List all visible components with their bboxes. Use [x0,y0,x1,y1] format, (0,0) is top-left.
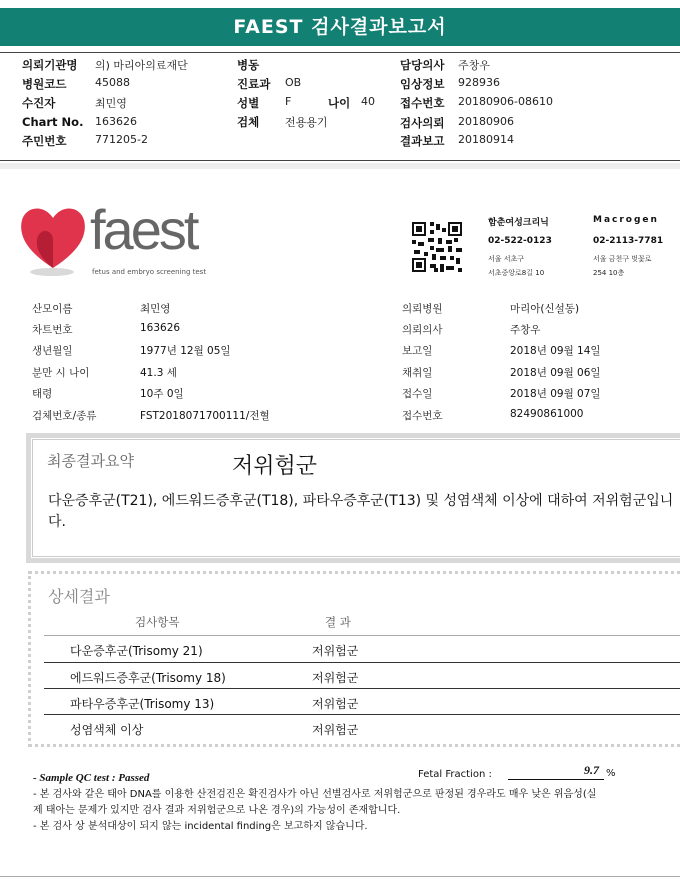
lab-phone: 02-522-0123 [488,236,552,246]
lab-address: 254 10층 [593,269,625,277]
ward-label: 병동 [237,58,260,72]
delivery-age-label: 분만 시 나이 [32,367,90,379]
chart-no-label: Chart No. [22,115,84,129]
summary-result: 저위험군 [232,454,318,479]
department-value: OB [285,76,302,89]
faest-heart-logo-icon [18,202,88,278]
delivery-age-value: 41.3 세 [140,367,177,379]
examinee-label: 수진자 [22,96,56,110]
receipt-no-value: 82490861000 [510,408,584,420]
doctor-label: 의뢰의사 [402,324,443,336]
test-request-label: 검사의뢰 [400,116,445,130]
collect-date-value: 2018년 09월 06일 [510,367,601,379]
fetal-fraction-value: 9.7 [584,763,599,777]
gestation-label: 태령 [32,388,53,400]
hospital-code-label: 병원코드 [22,77,67,91]
detail-label: 상세결과 [48,587,110,606]
specimen-label: 검체번호/종류 [32,410,97,422]
column-header-item: 검사항목 [135,615,180,629]
table-row-result: 저위험군 [312,644,359,658]
receipt-no-value: 20180906-08610 [458,95,553,108]
fetal-fraction-label: Fetal Fraction : [418,769,492,780]
birth-value: 1977년 12월 05일 [140,345,231,357]
mother-name-value: 최민영 [140,303,171,315]
faest-wordmark: faest [90,198,197,261]
resident-no-label: 주민번호 [22,134,67,148]
test-request-value: 20180906 [458,115,514,128]
sex-label: 성별 [237,96,260,110]
divider [0,52,680,53]
qc-status: - Sample QC test : Passed [33,772,150,784]
divider [0,160,680,161]
qr-code-icon [412,222,462,272]
report-date-label: 보고일 [402,345,433,357]
lab-address: 서울 금천구 벚꽃로 [593,255,652,263]
doctor-value: 주창우 [510,324,541,336]
table-row-item: 성염색체 이상 [70,723,144,737]
column-header-result: 결 과 [325,615,351,629]
table-row-result: 저위험군 [312,697,359,711]
divider [0,876,680,877]
specimen-value: 전용용기 [285,116,328,129]
specimen-label: 검체 [237,115,260,129]
specimen-value: FST2018071700111/전혈 [140,410,270,422]
chart-no-value: 163626 [95,115,137,128]
table-header-divider [44,635,680,636]
disclaimer-note: 제 태아는 문제가 있지만 검사 결과 저위험군으로 나온 경우)의 가능성이 존재합니다. [33,805,401,816]
lab-name: Macrogen [593,215,659,225]
hospital-label: 의뢰병원 [402,303,443,315]
table-row-divider [44,688,680,689]
disclaimer-note: - 본 검사와 같은 태아 DNA를 이용한 산전검진은 확진검사가 아닌 선별검사로 저위험군으로 판정된 경우라도 매우 낮은 위음성(실 [33,789,597,800]
table-row-item: 파타우증후군(Trisomy 13) [70,697,215,711]
hospital-code-value: 45088 [95,76,130,89]
chart-no-label: 차트번호 [32,324,73,336]
disclaimer-note: - 본 검사 상 분석대상이 되지 않는 incidental finding은 보고하지 않습니다. [33,821,368,832]
doctor-value: 주창우 [458,59,490,72]
receipt-date-label: 접수일 [402,388,433,400]
chart-no-value: 163626 [140,322,181,334]
table-row-result: 저위험군 [312,723,359,737]
receipt-date-value: 2018년 09월 07일 [510,388,601,400]
collect-date-label: 채취일 [402,367,433,379]
age-label: 나이 [328,96,351,110]
summary-text: 다운증후군(T21), 에드워드증후군(T18), 파타우증후군(T13) 및 성염색체 이상에 대하여 저위험군입니다. [48,493,674,530]
lab-phone: 02-2113-7781 [593,236,664,246]
table-row-result: 저위험군 [312,671,359,685]
logo-tagline: fetus and embryo screening test [92,268,207,276]
clinical-info-value: 928936 [458,76,500,89]
fetal-fraction-unit: % [606,768,616,779]
lab-address: 서울 서초구 [488,255,525,263]
institution-value: 의) 마리아의료재단 [95,59,188,72]
table-row-item: 다운증후군(Trisomy 21) [70,644,203,658]
table-row-item: 에드워드증후군(Trisomy 18) [70,671,226,685]
table-row-divider [44,662,680,663]
receipt-no-label: 접수번호 [400,96,445,110]
age-value: 40 [361,95,375,108]
sex-value: F [285,95,292,108]
report-date-value: 2018년 09월 14일 [510,345,601,357]
lab-name: 함춘여성크리닉 [488,218,549,228]
report-date-value: 20180914 [458,133,514,146]
resident-no-value: 771205-2 [95,133,148,146]
section-separator [0,163,680,169]
fetal-fraction-underline [508,779,604,780]
report-title: FAEST 검사결과보고서 [233,16,447,38]
summary-label: 최종결과요약 [47,452,134,470]
lab-address: 서초중앙로8길 10 [488,269,545,277]
hospital-value: 마리아(신설동) [510,303,580,315]
institution-label: 의뢰기관명 [22,58,78,72]
department-label: 진료과 [237,77,271,91]
birth-label: 생년월일 [32,345,73,357]
report-date-label: 결과보고 [400,134,445,148]
receipt-no-label: 접수번호 [402,410,443,422]
clinical-info-label: 임상정보 [400,77,445,91]
table-row-divider [44,714,680,715]
mother-name-label: 산모이름 [32,303,73,315]
gestation-value: 10주 0일 [140,388,184,400]
doctor-label: 담당의사 [400,58,445,72]
examinee-value: 최민영 [95,97,127,110]
